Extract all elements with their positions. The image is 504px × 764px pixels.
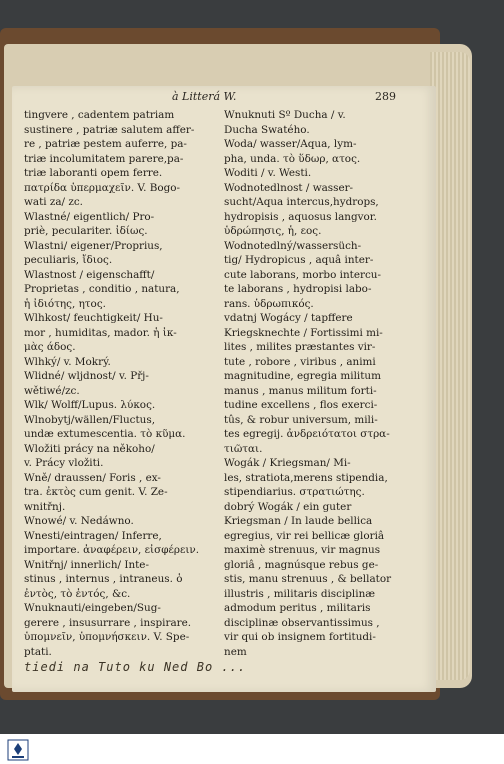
left-column-line: sustinere , patriæ salutem affer- — [24, 123, 195, 136]
right-column-line: Wodnotedlnost / wasser- — [224, 181, 354, 194]
right-column-line: magnitudine, egregia militum — [224, 370, 381, 382]
right-column-line: gloriâ , magnúsque rebus ge- — [224, 558, 379, 571]
right-column-line: stis, manu strenuus , & bellator — [224, 573, 392, 585]
right-column-line: illustris , militaris disciplinæ — [224, 587, 376, 600]
left-column-line: triæ incolumitatem parere,pa- — [24, 152, 184, 165]
left-column-line: ἡ ἰδιότης, ητος. — [24, 297, 106, 310]
left-column-line: ptati. — [24, 645, 52, 658]
left-column-line: Wlidné/ wljdnost/ v. Přj- — [24, 370, 149, 382]
left-column-line: undæ extumescentia. τὸ κῦμα. — [24, 428, 186, 440]
left-column-line: ὑπομνεῖν, ὑπομνήσκειν. V. Spe- — [24, 631, 190, 643]
right-column-line: dobrý Wogák / ein guter — [224, 500, 352, 513]
left-column-line: mor , humiditas, mador. ἡ ἰκ- — [24, 326, 177, 339]
left-column — [24, 108, 202, 659]
left-column-line: μὰς άδος. — [24, 341, 76, 353]
left-column-line: ἐντὸς, τὸ ἐντός, &c. — [24, 587, 131, 600]
left-column-line: tra. ἐκτὸς cum genit. V. Ze- — [24, 486, 168, 498]
right-column-line: Ducha Swatého. — [224, 123, 310, 136]
left-column-line: Wložiti prácy na někoho/ — [24, 442, 155, 455]
left-column-line: πατρίδα ὑπερμαχεῖν. V. Bogo- — [24, 181, 181, 194]
left-column-line: gerere , insusurrare , inspirare. — [24, 616, 192, 629]
page-header — [172, 90, 432, 106]
right-column-line: rans. ὑδρωπικός. — [224, 297, 314, 310]
left-column-line: Wnowé/ v. Nedáwno. — [24, 515, 134, 527]
right-column-line: egregius, vir rei bellicæ gloriâ — [224, 529, 385, 542]
book-page — [12, 86, 436, 692]
right-column-line: admodum peritus , militaris — [224, 602, 371, 614]
right-column-line: stipendiarius. στρατιώτης. — [224, 486, 365, 498]
right-column-line: lites , milites præstantes vir- — [224, 341, 376, 353]
right-column-line: Wnuknuti Sº Ducha / v. — [224, 109, 346, 121]
left-column-line: Wlastni/ eigener/Proprius, — [24, 239, 163, 252]
left-column-line: v. Prácy vložiti. — [24, 457, 104, 469]
right-column-line: hydropisis , aquosus langvor. — [224, 210, 377, 223]
right-column-line: les, stratiota,merens stipendia, — [224, 471, 388, 484]
library-logo-icon — [4, 738, 32, 762]
right-column-line: Woditi / v. Westi. — [224, 167, 312, 179]
right-column-line: vir qui ob insignem fortitudi- — [224, 631, 376, 643]
right-column-line: cute laborans, morbo intercu- — [224, 268, 381, 281]
left-column-line: wětiwé/zc. — [24, 384, 80, 397]
left-column-line: wati za/ zc. — [24, 196, 83, 208]
left-column-line: Wlhkost/ feuchtigkeit/ Hu- — [24, 312, 163, 324]
page-edges — [430, 52, 470, 680]
footer-bar — [0, 734, 504, 764]
right-column-line: tute , robore , viribus , animi — [224, 355, 376, 368]
right-column-line: tes egregij. ἀνδρειότατοι στρα- — [224, 428, 390, 440]
left-column-line: stinus , internus , intraneus. ὁ — [24, 573, 183, 585]
right-column-line: nem — [224, 645, 247, 658]
right-column-line: Kriegsknechte / Fortissimi mi- — [224, 326, 383, 339]
left-column-line: Wlnobytj/wällen/Fluctus, — [24, 413, 155, 426]
right-column-line: disciplinæ observantissimus , — [224, 616, 380, 629]
left-column-line: Wnitřnj/ innerlich/ Inte- — [24, 558, 149, 571]
right-column-line: manus , manus militum forti- — [224, 384, 377, 397]
right-column-line: tûs, & robur universum, mili- — [224, 413, 378, 426]
page-number: 289 — [375, 90, 396, 103]
right-column-line: Woda/ wasser/Aqua, lym- — [224, 138, 357, 150]
right-column-line: te laborans , hydropisi labo- — [224, 283, 372, 295]
left-column-line: Wlastné/ eigentlich/ Pro- — [24, 210, 155, 223]
left-column-line: Wnesti/eintragen/ Inferre, — [24, 529, 162, 542]
left-column-line: re , patriæ pestem auferre, pa- — [24, 138, 187, 150]
running-head: à Litterá W. — [172, 90, 237, 103]
right-column-line: Kriegsman / In laude bellica — [224, 515, 373, 527]
right-column-line: Wogák / Kriegsman/ Mi- — [224, 457, 351, 469]
left-column-line: Wně/ draussen/ Foris , ex- — [24, 471, 161, 484]
left-column-line: Wlk/ Wolff/Lupus. λύκος. — [24, 399, 156, 411]
right-column-line: τιῶται. — [224, 442, 263, 455]
right-column-line: vdatnj Wogácy / tapffere — [224, 312, 353, 324]
left-column-line: Wlhký/ v. Mokrý. — [24, 355, 111, 368]
right-column-line: tudine excellens , flos exerci- — [224, 399, 378, 411]
left-column-line: priè, peculariter. ἰδίως. — [24, 225, 148, 237]
left-column-line: Wnuknauti/eingeben/Sug- — [24, 602, 161, 614]
right-column-line: maximè strenuus, vir magnus — [224, 544, 381, 556]
right-column-line: pha, unda. τὸ ὕδωρ, ατος. — [224, 152, 361, 165]
left-column-line: triæ laboranti opem ferre. — [24, 167, 163, 179]
right-column-line: sucht/Aqua intercus,hydrops, — [224, 196, 379, 208]
right-column — [224, 108, 398, 659]
left-column-line: Proprietas , conditio , natura, — [24, 283, 180, 295]
left-column-line: wnitřnj. — [24, 500, 66, 513]
left-column-line: importare. ἀναφέρειν, εἰσφέρειν. — [24, 544, 200, 556]
handwritten-annotation: tiedi na Tuto ku Ned Bo ... — [24, 660, 247, 674]
right-column-line: Wodnotedlný/wassersüch- — [224, 239, 362, 252]
left-column-line: Wlastnost / eigenschafft/ — [24, 268, 155, 281]
right-column-line: tig/ Hydropicus , aquâ inter- — [224, 254, 374, 266]
right-column-line: ὑδρώπησις, ἡ, εος. — [224, 225, 322, 237]
left-column-line: tingvere , cadentem patriam — [24, 109, 175, 121]
left-column-line: peculiaris, ἴδιος. — [24, 254, 113, 266]
